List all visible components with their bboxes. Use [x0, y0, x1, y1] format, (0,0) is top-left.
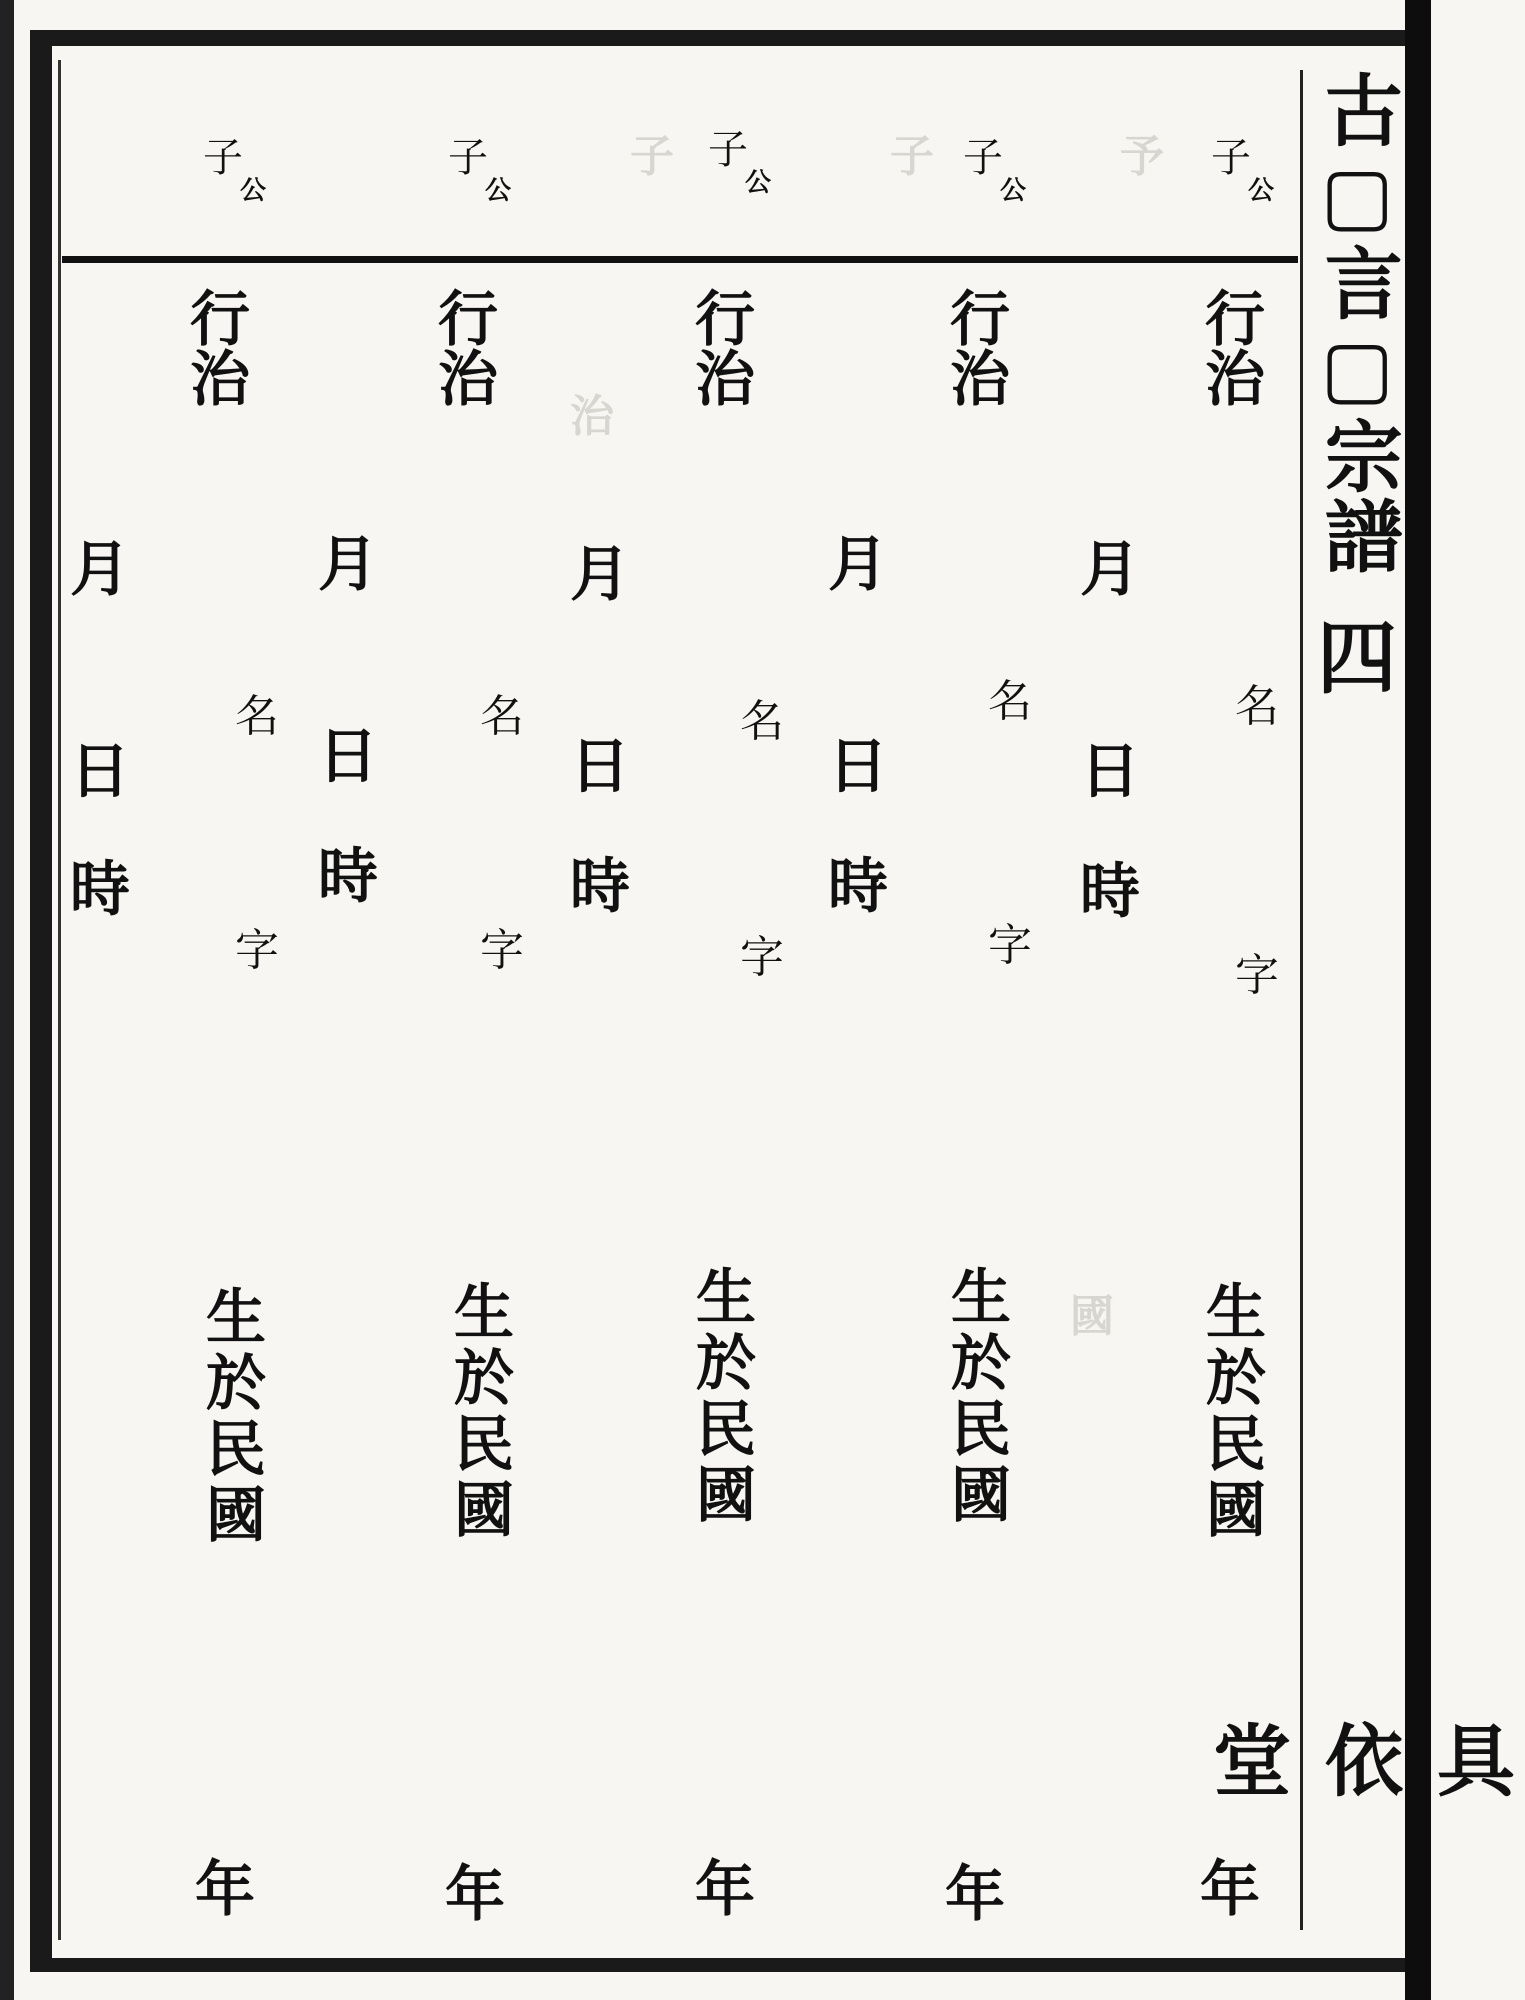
header-zi: 子 — [708, 127, 748, 173]
header-gong: 公 — [745, 168, 772, 198]
header-gong: 公 — [1000, 176, 1027, 206]
born-text: 生於民國 — [444, 1280, 514, 1544]
nian-char: 年 — [1200, 1855, 1260, 1925]
date-column — [828, 530, 888, 922]
ming-char: 名 — [1235, 681, 1279, 732]
name-field — [480, 691, 524, 976]
born-text: 生於民國 — [196, 1285, 266, 1549]
zi-char: 字 — [988, 920, 1032, 971]
birth-record — [1196, 1280, 1266, 1544]
zhi-char: 治 — [438, 345, 498, 415]
generation-label — [190, 285, 250, 415]
top-divider-rule — [62, 256, 1298, 263]
header-cell — [940, 135, 1027, 206]
date-column — [570, 540, 630, 922]
ming-char: 名 — [235, 691, 279, 742]
yue-char: 月 — [570, 540, 630, 610]
yue-char: 月 — [70, 535, 130, 605]
header-cell — [1188, 135, 1275, 206]
volume-number: 四 — [1317, 611, 1397, 705]
zhi-char: 治 — [950, 345, 1010, 415]
frame-bottom-border — [30, 1958, 1430, 1972]
ri-char: 日 — [1080, 737, 1140, 807]
year-field — [695, 1855, 755, 1925]
date-column — [318, 530, 378, 912]
header-cell — [685, 127, 772, 198]
header-gong: 公 — [1248, 176, 1275, 206]
ming-char: 名 — [740, 696, 784, 747]
born-text: 生於民國 — [941, 1265, 1011, 1529]
birth-record — [941, 1265, 1011, 1529]
shi-char: 時 — [570, 852, 630, 922]
genealogy-page: 予 子 子 治 國 子 公 子 公 子 公 子 公 子 公 行 治 行 治 行 治 行 治 行 治 月 日 時 月 日 時 月 日 時 月 日 時 月 日 時 名 字 名 字 名 字 名 字 名 字 生於民國 生於民國 生於民國 生於民國 生於民國 年 年 年 年 年 古▢言▢宗譜 四 具依堂 — [0, 0, 1431, 2000]
scan-edge-right — [1405, 0, 1431, 2000]
ri-char: 日 — [828, 732, 888, 802]
zi-char: 字 — [235, 925, 279, 976]
name-field — [235, 691, 279, 976]
born-text: 生於民國 — [686, 1265, 756, 1529]
hang-char: 行 — [190, 285, 250, 355]
date-column — [1080, 535, 1140, 927]
born-text: 生於民國 — [1196, 1280, 1266, 1544]
frame-left-inner-line — [58, 60, 61, 1940]
header-zi: 子 — [203, 135, 243, 181]
shi-char: 時 — [828, 852, 888, 922]
header-gong: 公 — [240, 176, 267, 206]
frame-left-border — [30, 30, 52, 1972]
birth-record — [196, 1285, 266, 1549]
ri-char: 日 — [318, 722, 378, 792]
name-field — [988, 676, 1032, 971]
name-field — [1235, 681, 1279, 1001]
zi-char: 字 — [1235, 950, 1279, 1001]
shi-char: 時 — [318, 842, 378, 912]
date-column — [70, 535, 130, 925]
nian-char: 年 — [195, 1855, 255, 1925]
hang-char: 行 — [1205, 285, 1265, 355]
header-cell — [180, 135, 267, 206]
header-zi: 子 — [963, 135, 1003, 181]
hang-char: 行 — [950, 285, 1010, 355]
header-gong: 公 — [485, 176, 512, 206]
gutter-line — [1300, 70, 1303, 1930]
zhi-char: 治 — [190, 345, 250, 415]
birth-record — [444, 1280, 514, 1544]
nian-char: 年 — [445, 1860, 505, 1930]
shi-char: 時 — [1080, 857, 1140, 927]
header-zi: 子 — [1211, 135, 1251, 181]
ri-char: 日 — [570, 732, 630, 802]
shi-char: 時 — [70, 855, 130, 925]
ming-char: 名 — [988, 676, 1032, 727]
hang-char: 行 — [695, 285, 755, 355]
nian-char: 年 — [695, 1855, 755, 1925]
header-zi: 子 — [448, 135, 488, 181]
year-field — [195, 1855, 255, 1925]
frame-top-border — [40, 30, 1430, 46]
zi-char: 字 — [740, 932, 784, 983]
generation-label — [950, 285, 1010, 415]
ri-char: 日 — [70, 737, 130, 807]
yue-char: 月 — [318, 530, 378, 600]
year-field — [945, 1860, 1005, 1930]
birth-record — [686, 1265, 756, 1529]
generation-label — [1205, 285, 1265, 415]
generation-label — [695, 285, 755, 415]
scan-edge-left — [0, 0, 14, 2000]
nian-char: 年 — [945, 1860, 1005, 1930]
zhi-char: 治 — [1205, 345, 1265, 415]
zi-char: 字 — [480, 925, 524, 976]
yue-char: 月 — [828, 530, 888, 600]
name-field — [740, 696, 784, 983]
zhi-char: 治 — [695, 345, 755, 415]
yue-char: 月 — [1080, 535, 1140, 605]
year-field — [445, 1860, 505, 1930]
book-title: 古▢言▢宗譜 — [1311, 70, 1403, 576]
year-field — [1200, 1855, 1260, 1925]
generation-label — [438, 285, 498, 415]
header-cell — [425, 135, 512, 206]
ming-char: 名 — [480, 691, 524, 742]
hall-name: 具依堂 — [1200, 1720, 1515, 1802]
hang-char: 行 — [438, 285, 498, 355]
